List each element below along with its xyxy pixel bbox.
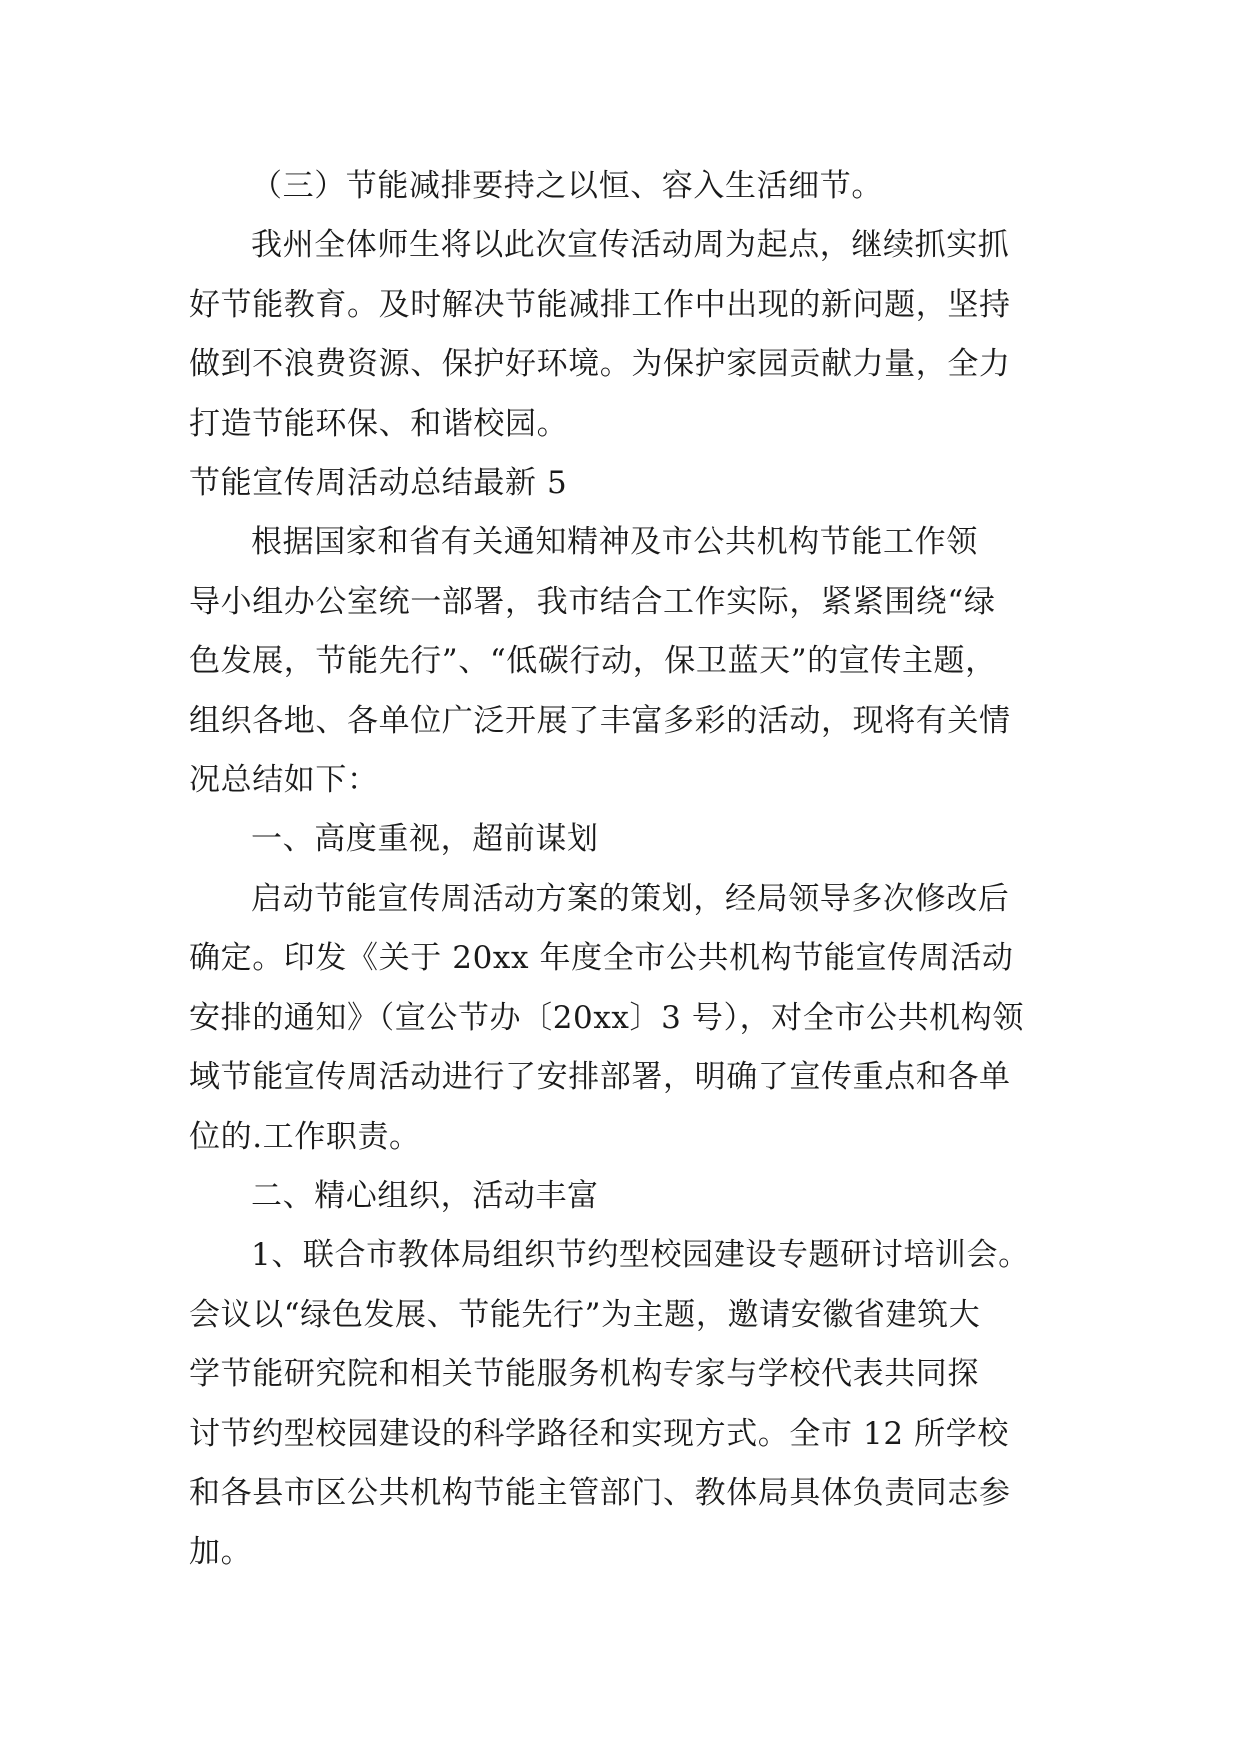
text-line: 会议以“绿色发展、节能先行”为主题，邀请安徽省建筑大 xyxy=(189,1296,981,1333)
article-title: 节能宣传周活动总结最新 5 xyxy=(189,465,568,502)
text-line: 做到不浪费资源、保护好环境。为保护家园贡献力量，全力 xyxy=(189,346,1011,383)
paragraph xyxy=(189,216,1069,454)
section-heading-3: （三）节能减排要持之以恒、容入生活细节。 xyxy=(251,168,883,204)
text-line: 安排的通知》（宣公节办〔20xx〕3 号），对全市公共机构领 xyxy=(189,999,1024,1036)
text-line: 我州全体师生将以此次宣传活动周为起点，继续抓实抓 xyxy=(251,227,1010,264)
text-line: 学节能研究院和相关节能服务机构专家与学校代表共同探 xyxy=(189,1356,979,1393)
text-line: 讨节约型校园建设的科学路径和实现方式。全市 12 所学校 xyxy=(189,1415,1009,1452)
text-line: 位的.工作职责。 xyxy=(189,1118,421,1155)
text-line: 好节能教育。及时解决节能减排工作中出现的新问题，坚持 xyxy=(189,286,1011,323)
text-line: 和各县市区公共机构节能主管部门、教体局具体负责同志参 xyxy=(189,1474,1011,1511)
text-line: 域节能宣传周活动进行了安排部署，明确了宣传重点和各单 xyxy=(189,1059,1011,1096)
section-heading-2: 二、精心组织，活动丰富 xyxy=(251,1177,599,1214)
text-line: 色发展，节能先行”、“低碳行动，保卫蓝天”的宣传主题， xyxy=(189,643,997,680)
text-line: 导小组办公室统一部署，我市结合工作实际，紧紧围绕“绿 xyxy=(189,583,996,620)
text-line: 况总结如下： xyxy=(189,762,379,799)
paragraph xyxy=(189,513,1069,810)
paragraph xyxy=(189,1226,1069,1582)
text-line: 确定。印发《关于 20xx 年度全市公共机构节能宣传周活动 xyxy=(189,940,1014,977)
text-line: 根据国家和省有关通知精神及市公共机构节能工作领 xyxy=(251,524,978,561)
text-line: 加。 xyxy=(189,1534,253,1571)
text-line: 启动节能宣传周活动方案的策划，经局领导多次修改后 xyxy=(251,880,1010,917)
text-line: 1、联合市教体局组织节约型校园建设专题研讨培训会。 xyxy=(251,1237,1030,1274)
document-body xyxy=(189,157,1069,1583)
paragraph xyxy=(189,870,1069,1167)
section-heading-1: 一、高度重视，超前谋划 xyxy=(251,821,599,858)
text-line: 组织各地、各单位广泛开展了丰富多彩的活动，现将有关情 xyxy=(189,702,1011,739)
text-line: 打造节能环保、和谐校园。 xyxy=(189,405,569,442)
